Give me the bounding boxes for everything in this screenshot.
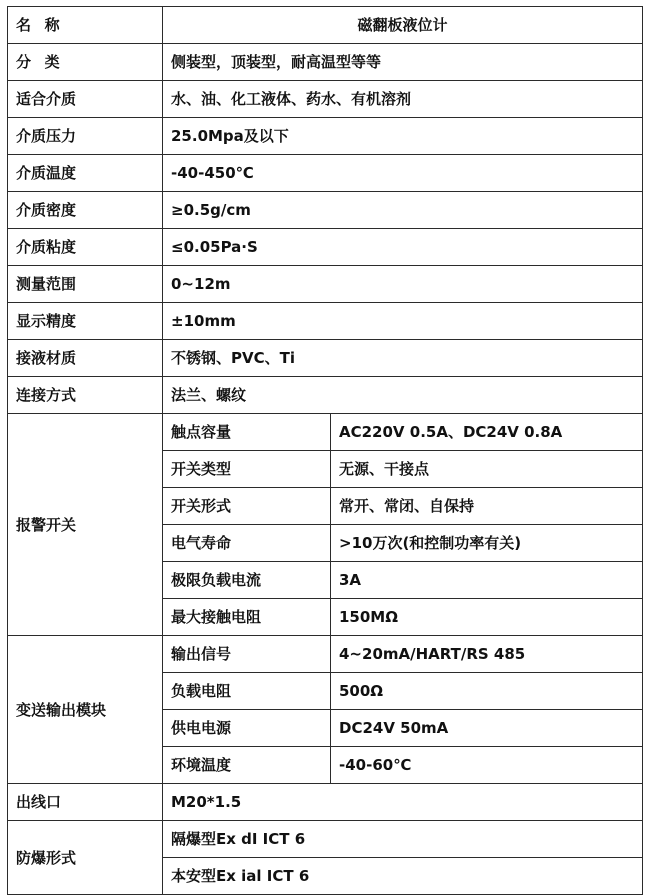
row-label: 显示精度 — [8, 303, 163, 340]
row-sub-label: 开关类型 — [163, 451, 331, 488]
row-value: ≤0.05Pa·S — [163, 229, 643, 266]
table-row — [8, 155, 643, 192]
row-group-label: 变送输出模块 — [8, 636, 163, 784]
row-value: ≥0.5g/cm — [163, 192, 643, 229]
row-label: 介质粘度 — [8, 229, 163, 266]
row-value: 150MΩ — [331, 599, 643, 636]
row-value: DC24V 50mA — [331, 710, 643, 747]
row-label: 适合介质 — [8, 81, 163, 118]
row-value: 常开、常闭、自保持 — [331, 488, 643, 525]
table-row — [8, 784, 643, 821]
table-row — [8, 303, 643, 340]
row-value: 隔爆型Ex dI ICT 6 — [163, 821, 643, 858]
table-row — [8, 44, 643, 81]
table-row — [8, 821, 643, 858]
table-row — [8, 7, 643, 44]
row-value: -40-450℃ — [163, 155, 643, 192]
row-sub-label: 最大接触电阻 — [163, 599, 331, 636]
row-sub-label: 开关形式 — [163, 488, 331, 525]
row-sub-label: 负载电阻 — [163, 673, 331, 710]
row-sub-label: 电气寿命 — [163, 525, 331, 562]
table-row — [8, 636, 643, 673]
row-group-label: 防爆形式 — [8, 821, 163, 895]
row-label: 介质密度 — [8, 192, 163, 229]
row-value: M20*1.5 — [163, 784, 643, 821]
table-row — [8, 377, 643, 414]
row-group-label: 报警开关 — [8, 414, 163, 636]
row-value: 本安型Ex ial ICT 6 — [163, 858, 643, 895]
row-sub-label: 极限负载电流 — [163, 562, 331, 599]
row-value: 无源、干接点 — [331, 451, 643, 488]
row-sub-label: 触点容量 — [163, 414, 331, 451]
row-sub-label: 输出信号 — [163, 636, 331, 673]
row-value: -40-60℃ — [331, 747, 643, 784]
row-value: 侧装型，顶装型，耐高温型等等 — [163, 44, 643, 81]
row-value: 法兰、螺纹 — [163, 377, 643, 414]
table-row — [8, 192, 643, 229]
row-label: 分 类 — [8, 44, 163, 81]
row-value: 水、油、化工液体、药水、有机溶剂 — [163, 81, 643, 118]
row-value: 4~20mA/HART/RS 485 — [331, 636, 643, 673]
table-row — [8, 340, 643, 377]
specification-table-body — [8, 7, 643, 895]
row-value: 0~12m — [163, 266, 643, 303]
row-label: 连接方式 — [8, 377, 163, 414]
row-value: 磁翻板液位计 — [163, 7, 643, 44]
row-value: 不锈钢、PVC、Ti — [163, 340, 643, 377]
row-label: 测量范围 — [8, 266, 163, 303]
table-row — [8, 229, 643, 266]
row-value: AC220V 0.5A、DC24V 0.8A — [331, 414, 643, 451]
row-label: 名 称 — [8, 7, 163, 44]
row-sub-label: 环境温度 — [163, 747, 331, 784]
table-row — [8, 118, 643, 155]
row-value: 25.0Mpa及以下 — [163, 118, 643, 155]
row-label: 出线口 — [8, 784, 163, 821]
table-row — [8, 266, 643, 303]
row-sub-label: 供电电源 — [163, 710, 331, 747]
row-value: 500Ω — [331, 673, 643, 710]
row-label: 介质压力 — [8, 118, 163, 155]
row-value: >10万次(和控制功率有关) — [331, 525, 643, 562]
row-label: 介质温度 — [8, 155, 163, 192]
table-row — [8, 81, 643, 118]
row-value: 3A — [331, 562, 643, 599]
specification-table — [7, 6, 643, 895]
row-value: ±10mm — [163, 303, 643, 340]
row-label: 接液材质 — [8, 340, 163, 377]
table-row — [8, 414, 643, 451]
